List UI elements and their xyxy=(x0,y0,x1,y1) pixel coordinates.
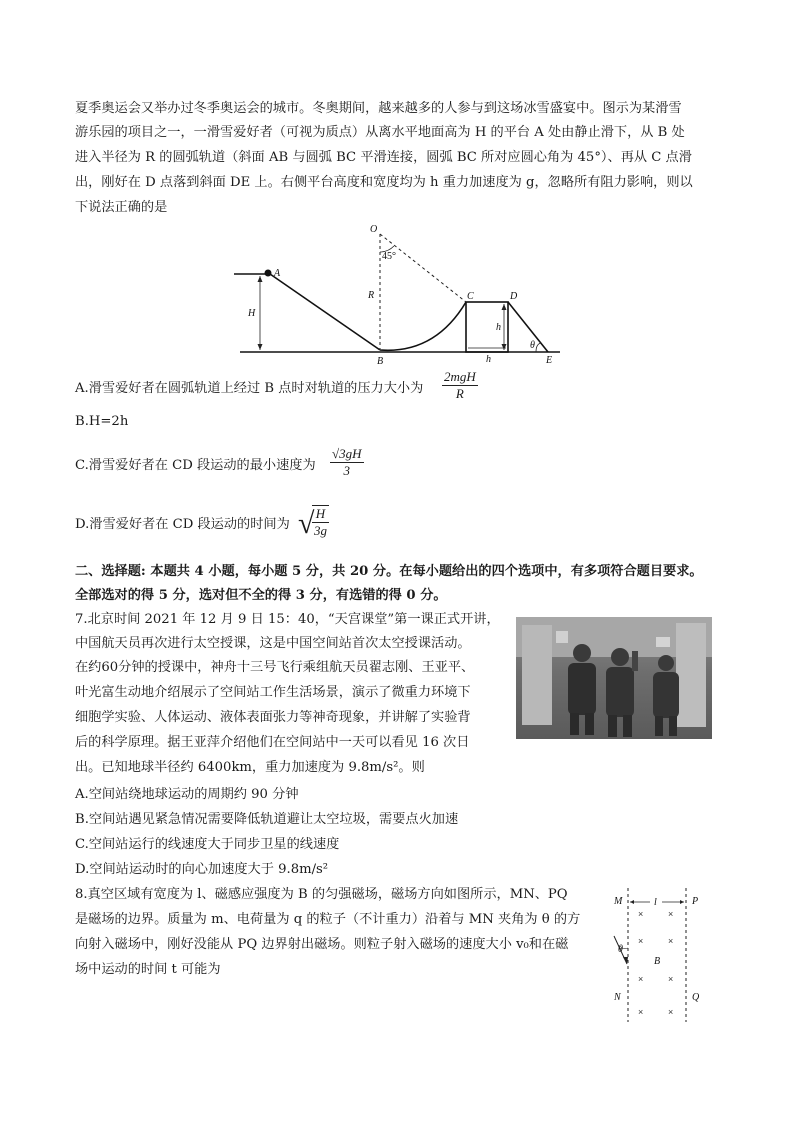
q7-option-b: B.空间站遇见紧急情况需要降低轨道避让太空垃圾，需要点火加速 xyxy=(75,812,459,827)
space-station-photo xyxy=(516,617,712,739)
q6-option-b: B.H=2h xyxy=(75,414,129,429)
q6-line-4: 出，刚好在 D 点落到斜面 DE 上。右侧平台高度和宽度均为 h 重力加速度为 g，忽略所有阻力影响，则以 xyxy=(75,175,693,190)
q6-option-a-fraction xyxy=(442,369,478,402)
cross-mark: × xyxy=(638,909,644,919)
q8-line-2: 是磁场的边界。质量为 m、电荷量为 q 的粒子（不计重力）沿着与 MN 夹角为 θ 的方 xyxy=(75,912,581,927)
label-A: A xyxy=(274,268,281,279)
label-R: R xyxy=(368,290,375,301)
label-O: O xyxy=(370,224,378,235)
q6-option-c: C.滑雪爱好者在 CD 段运动的最小速度为 xyxy=(75,458,316,473)
label-M: M xyxy=(614,896,623,907)
astronauts-image xyxy=(516,617,712,739)
label-Q: Q xyxy=(692,992,700,1003)
label-theta: θ xyxy=(530,340,535,351)
fraction-numerator: 2mgH xyxy=(444,369,476,384)
fraction-numerator: √3gH xyxy=(332,446,362,461)
q6-line-5: 下说法正确的是 xyxy=(75,200,168,215)
q6-option-d-fraction xyxy=(312,505,329,539)
q7-line-3: 在约60分钟的授课中，神舟十三号飞行乘组航天员翟志刚、王亚平、 xyxy=(75,660,475,675)
label-E: E xyxy=(546,355,553,366)
section-2-heading-line-1: 二、选择题: 本题共 4 小题，每小题 5 分，共 20 分。在每小题给出的四个选项中，有多项符合题目要求。 xyxy=(75,564,703,579)
label-N: N xyxy=(614,992,621,1003)
q6-option-c-fraction xyxy=(330,446,364,479)
cross-mark: × xyxy=(668,909,674,919)
q7-line-7: 出。已知地球半径约 6400km，重力加速度为 9.8m/s²。则 xyxy=(75,760,425,775)
label-B: B xyxy=(377,356,384,366)
section-2-heading-line-2: 全部选对的得 5 分，选对但不全的得 3 分，有选错的得 0 分。 xyxy=(75,588,447,603)
radical-sign: √ xyxy=(298,507,315,540)
q7-option-c: C.空间站运行的线速度大于同步卫星的线速度 xyxy=(75,837,340,852)
label-C: C xyxy=(467,291,474,302)
label-B: B xyxy=(654,956,661,967)
cross-mark: × xyxy=(638,974,644,984)
fraction-denominator: 3g xyxy=(314,523,327,538)
q6-ski-track-diagram xyxy=(230,218,570,366)
fraction-denominator: 3 xyxy=(343,463,351,478)
q8-magnetic-field-diagram xyxy=(606,884,716,1024)
q8-line-4: 场中运动的时间 t 可能为 xyxy=(75,962,221,977)
cross-mark: × xyxy=(668,936,674,946)
label-angle-45: 45° xyxy=(382,251,396,262)
q6-option-a: A.滑雪爱好者在圆弧轨道上经过 B 点时对轨道的压力大小为 xyxy=(75,381,424,396)
label-l: l xyxy=(654,897,657,908)
label-H: H xyxy=(248,308,256,319)
q8-line-3: 向射入磁场中，刚好没能从 PQ 边界射出磁场。则粒子射入磁场的速度大小 v₀和在磁 xyxy=(75,937,569,952)
q6-line-3: 进入半径为 R 的圆弧轨道（斜面 AB 与圆弧 BC 平滑连接，圆弧 BC 所对应圆心角为 45°）、再从 C 点滑 xyxy=(75,150,692,165)
q7-option-a: A.空间站绕地球运动的周期约 90 分钟 xyxy=(75,787,299,802)
fraction-numerator: H xyxy=(312,506,329,523)
label-P: P xyxy=(692,896,699,907)
q7-line-4: 叶光富生动地介绍展示了空间站工作生活场景，演示了微重力环境下 xyxy=(75,685,471,700)
skier-point xyxy=(265,270,272,277)
label-h-horizontal: h xyxy=(486,354,491,365)
q6-line-2: 游乐园的项目之一，一滑雪爱好者（可视为质点）从离水平地面高为 H 的平台 A 处由静止滑下，从 B 处 xyxy=(75,125,685,140)
cross-mark: × xyxy=(638,936,644,946)
label-theta: θ xyxy=(618,944,623,955)
cross-mark: × xyxy=(638,1007,644,1017)
q7-line-1: 7.北京时间 2021 年 12 月 9 日 15：40，“天宫课堂”第一课正式开讲， xyxy=(75,612,500,627)
q7-line-2: 中国航天员再次进行太空授课，这是中国空间站首次太空授课活动。 xyxy=(75,636,471,651)
fraction-denominator: R xyxy=(455,386,464,401)
q8-line-1: 8.真空区域有宽度为 l、磁感应强度为 B 的匀强磁场，磁场方向如图所示，MN、PQ xyxy=(75,887,568,902)
cross-mark: × xyxy=(668,974,674,984)
label-D: D xyxy=(510,291,518,302)
q6-option-d: D.滑雪爱好者在 CD 段运动的时间为 xyxy=(75,517,290,532)
label-h-vertical: h xyxy=(496,322,501,333)
q7-line-6: 后的科学原理。据王亚萍介绍他们在空间站中一天可以看见 16 次日 xyxy=(75,735,470,750)
cross-mark: × xyxy=(668,1007,674,1017)
q7-line-5: 细胞学实验、人体运动、液体表面张力等神奇现象，并讲解了实验背 xyxy=(75,710,471,725)
q6-line-1: 夏季奥运会又举办过冬季奥运会的城市。冬奥期间，越来越多的人参与到这场冰雪盛宴中。图示为某滑雪 xyxy=(75,101,682,116)
q7-option-d: D.空间站运动时的向心加速度大于 9.8m/s² xyxy=(75,862,329,877)
